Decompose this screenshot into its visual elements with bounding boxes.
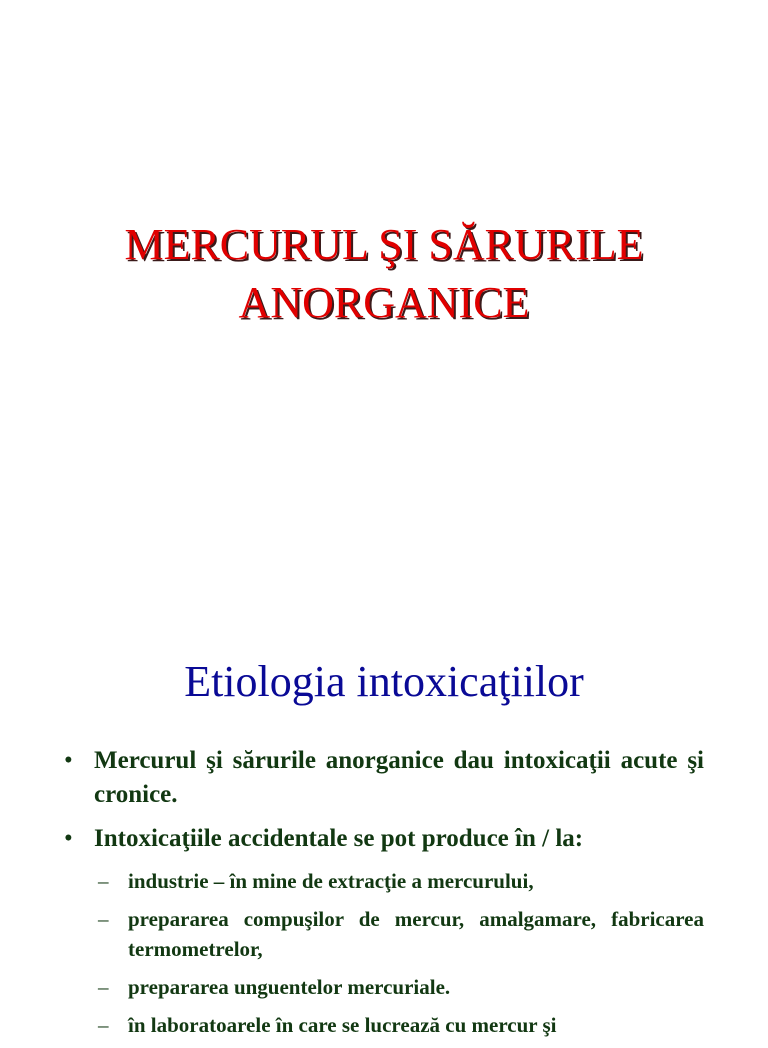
bullet-item [62,744,704,812]
sub-bullet-text: în laboratoarele în care se lucrează cu mercur şi [128,1013,557,1037]
sub-bullet-item [98,904,704,964]
sub-bullet-marker: – [98,907,109,931]
content-slide [0,576,768,1037]
sub-bullet-marker: – [98,1013,109,1037]
slide-title-line-1: MERCURUL ŞI SĂRURILE [124,220,644,269]
sub-bullet-marker: – [98,869,109,893]
sub-bullet-text: prepararea unguentelor mercuriale. [128,975,451,999]
bullet-text: Intoxicaţiile accidentale se pot produce în / la: [94,825,584,852]
slide-title [0,216,768,332]
section-title: Etiologia intoxicaţiilor [184,657,584,706]
sub-bullet-list [98,866,704,1040]
bullet-list [62,744,704,1048]
bullet-marker: • [64,747,73,774]
bullet-text: Mercurul şi sărurile anorganice dau intoxicaţii acute şi cronice. [94,747,704,808]
sub-bullet-item [98,972,704,1002]
sub-bullet-text: prepararea compuşilor de mercur, amalgamare, fabricarea termometrelor, [128,907,704,961]
sub-bullet-marker: – [98,975,109,999]
sub-bullet-item [98,1010,704,1040]
bullet-marker: • [64,825,73,852]
slide-title-line-2: ANORGANICE [238,278,530,327]
bullet-item [62,822,704,856]
sub-bullet-text: industrie – în mine de extracţie a mercurului, [128,869,534,893]
sub-bullet-item [98,866,704,896]
